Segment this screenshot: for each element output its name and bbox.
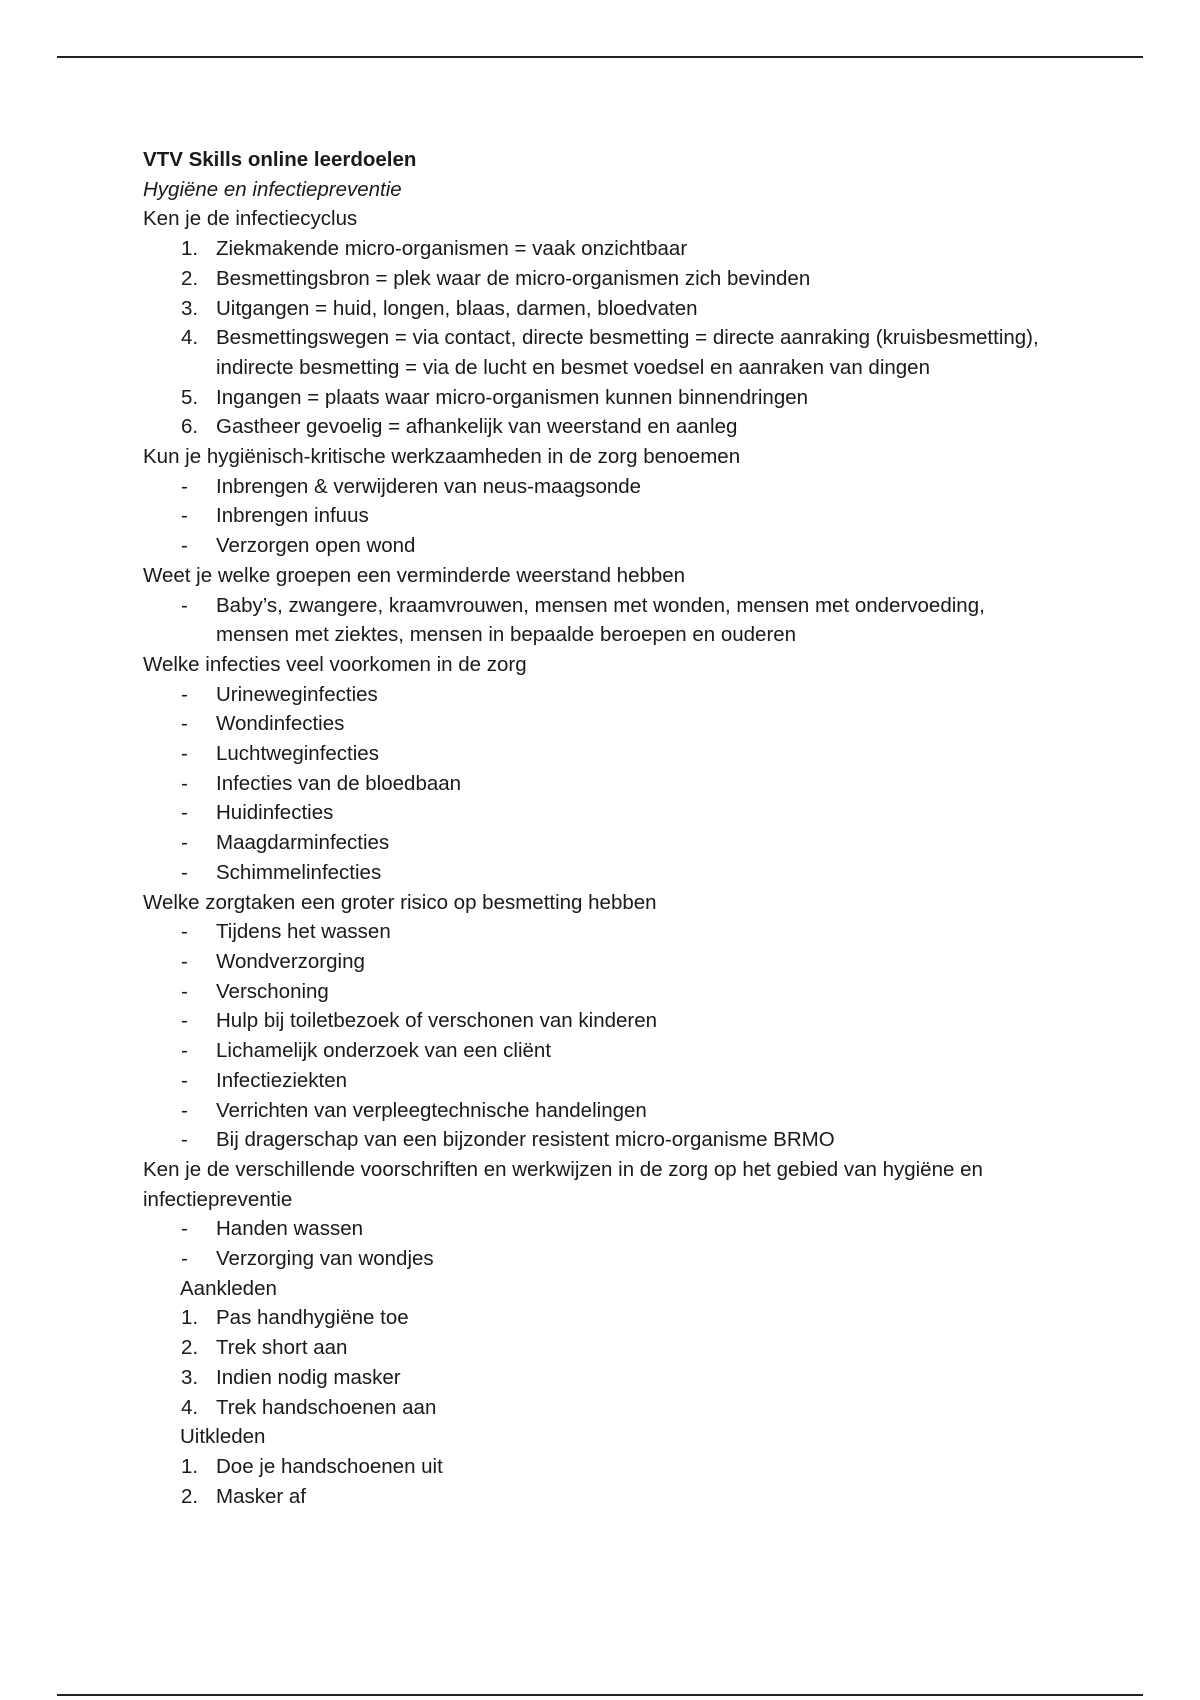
footer-rule (57, 1694, 1143, 1696)
voorschriften-list (143, 1214, 1063, 1273)
document-title: VTV Skills online leerdoelen (143, 148, 417, 171)
document-body (143, 145, 1063, 1511)
list-item: 5. Ingangen = plaats waar micro-organismen kunnen binnendringen (181, 385, 809, 409)
list-item: - Wondinfecties (181, 712, 345, 736)
section-heading-weerstand: Weet je welke groepen een verminderde weerstand hebben (143, 563, 686, 587)
list-item: - Bij dragerschap van een bijzonder resistent micro-organisme BRMO (181, 1128, 835, 1152)
weerstand-list (143, 591, 1063, 650)
uitkleden-list (143, 1452, 1063, 1511)
list-item: - Inbrengen infuus (181, 504, 369, 528)
list-item: - Inbrengen & verwijderen van neus-maagsonde (181, 474, 642, 498)
section-heading-zorgtaken: Welke zorgtaken een groter risico op besmetting hebben (143, 890, 657, 914)
list-item: 2. Trek short aan (181, 1336, 348, 1360)
list-item: 4. Besmettingswegen = via contact, directe besmetting = directe aanraking (kruisbesmetting), indirecte besmetting = via de lucht en besmet voedsel en aanraken van dingen (181, 326, 1039, 379)
list-item: - Maagdarminfecties (181, 831, 390, 855)
list-item: 2. Masker af (181, 1484, 306, 1508)
list-item: 6. Gastheer gevoelig = afhankelijk van weerstand en aanleg (181, 415, 738, 439)
list-item: 3. Indien nodig masker (181, 1365, 401, 1389)
list-item: - Verzorging van wondjes (181, 1247, 434, 1271)
header-rule (57, 56, 1143, 58)
list-item: - Luchtweginfecties (181, 742, 379, 766)
list-item: - Lichamelijk onderzoek van een cliënt (181, 1039, 552, 1063)
list-item: - Huidinfecties (181, 801, 334, 825)
list-item: 1. Ziekmakende micro-organismen = vaak onzichtbaar (181, 237, 688, 261)
list-item: - Verschoning (181, 979, 329, 1003)
werkzaamheden-list (143, 472, 1063, 561)
section-heading-voorschriften: Ken je de verschillende voorschriften en werkwijzen in de zorg op het gebied van hygiëne en infectiepreventie (143, 1157, 983, 1211)
list-item: 4. Trek handschoenen aan (181, 1395, 437, 1419)
aankleden-list (143, 1303, 1063, 1422)
list-item: - Verzorgen open wond (181, 534, 416, 558)
list-item: - Baby’s, zwangere, kraamvrouwen, mensen met wonden, mensen met ondervoeding, mensen met ziektes, mensen in bepaalde beroepen en ouderen (181, 593, 985, 647)
list-item: 2. Besmettingsbron = plek waar de micro-organismen zich bevinden (181, 266, 811, 290)
section-heading-werkzaamheden: Kun je hygiënisch-kritische werkzaamheden in de zorg benoemen (143, 445, 741, 469)
aankleden-heading: Aankleden (180, 1276, 277, 1300)
list-item: 3. Uitgangen = huid, longen, blaas, darmen, bloedvaten (181, 296, 698, 320)
zorgtaken-list (143, 917, 1063, 1155)
list-item: - Schimmelinfecties (181, 860, 382, 884)
list-item: - Infectieziekten (181, 1068, 348, 1092)
list-item: 1. Pas handhygiëne toe (181, 1306, 409, 1330)
section-heading-infectiecyclus: Ken je de infectiecyclus (143, 207, 358, 231)
list-item: - Hulp bij toiletbezoek of verschonen van kinderen (181, 1009, 658, 1033)
list-item: - Urineweginfecties (181, 682, 378, 706)
infecties-list (143, 680, 1063, 888)
uitkleden-heading: Uitkleden (180, 1425, 266, 1449)
document-subtitle: Hygiëne en infectiepreventie (143, 177, 402, 201)
list-item: - Wondverzorging (181, 949, 365, 973)
list-item: - Handen wassen (181, 1217, 364, 1241)
list-item: - Verrichten van verpleegtechnische handelingen (181, 1098, 647, 1122)
infectiecyclus-list (143, 234, 1063, 442)
section-heading-infecties: Welke infecties veel voorkomen in de zorg (143, 652, 527, 676)
list-item: - Tijdens het wassen (181, 920, 391, 944)
list-item: 1. Doe je handschoenen uit (181, 1454, 443, 1478)
list-item: - Infecties van de bloedbaan (181, 771, 462, 795)
